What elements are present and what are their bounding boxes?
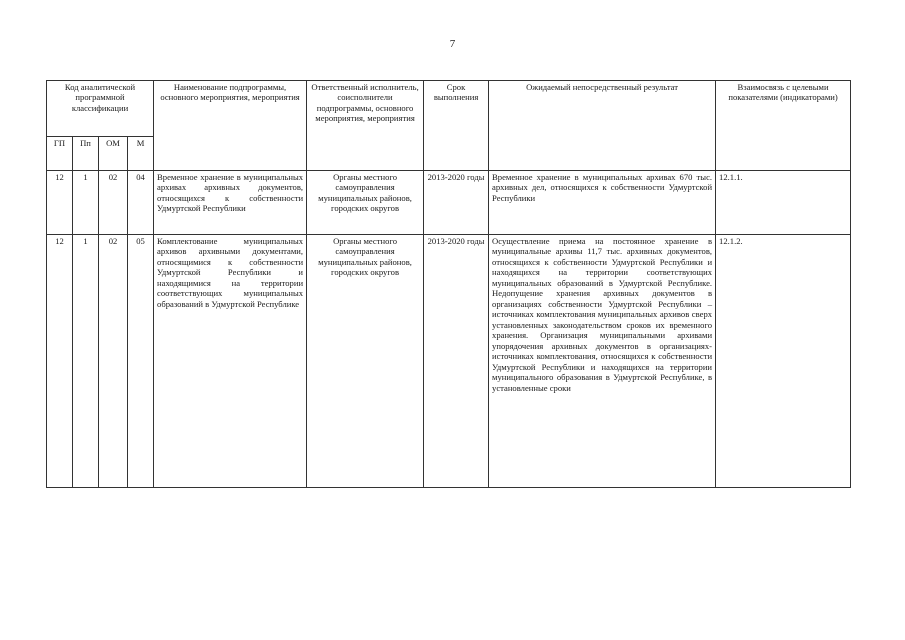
header-pp: Пп — [73, 137, 99, 171]
table-row — [47, 235, 851, 488]
header-responsible: Ответственный исполнитель, соисполнители подпрограммы, основного мероприятия, мероприятия — [307, 81, 424, 171]
cell-name: Временное хранение в муниципальных архивах архивных документов, относящихся к собственности Удмуртской Республики — [154, 171, 307, 235]
cell-term: 2013-2020 годы — [424, 171, 489, 235]
header-result: Ожидаемый непосредственный результат — [489, 81, 716, 171]
header-om: ОМ — [99, 137, 128, 171]
header-name: Наименование подпрограммы, основного мероприятия, мероприятия — [154, 81, 307, 171]
program-table — [46, 80, 851, 488]
cell-om: 02 — [99, 171, 128, 235]
header-m: М — [128, 137, 154, 171]
cell-term: 2013-2020 годы — [424, 235, 489, 488]
cell-gp: 12 — [47, 171, 73, 235]
cell-relation: 12.1.1. — [716, 171, 851, 235]
header-relation: Взаимосвязь с целевыми показателями (индикаторами) — [716, 81, 851, 171]
table-row — [47, 171, 851, 235]
header-term: Срок выполнения — [424, 81, 489, 171]
cell-pp: 1 — [73, 171, 99, 235]
cell-responsible: Органы местного самоуправления муниципальных районов, городских округов — [307, 235, 424, 488]
cell-pp: 1 — [73, 235, 99, 488]
cell-m: 04 — [128, 171, 154, 235]
cell-om: 02 — [99, 235, 128, 488]
cell-gp: 12 — [47, 235, 73, 488]
cell-responsible: Органы местного самоуправления муниципальных районов, городских округов — [307, 171, 424, 235]
cell-relation: 12.1.2. — [716, 235, 851, 488]
cell-m: 05 — [128, 235, 154, 488]
cell-result: Временное хранение в муниципальных архивах 670 тыс. архивных дел, относящихся к собственности Удмуртской Республики — [489, 171, 716, 235]
page-number: 7 — [449, 38, 456, 50]
header-code-group: Код аналитической программной классификации — [47, 81, 154, 137]
cell-name: Комплектование муниципальных архивов архивными документами, относящимися к собственности Удмуртской Республики и находящимися на территории соответствующих муниципальных образований в Удмуртской Республике — [154, 235, 307, 488]
cell-result: Осуществление приема на постоянное хранение в муниципальные архивы 11,7 тыс. архивных документов, относящихся к собственности Удмуртской Республики и находящихся на территории соответствующих муниципальных образований в Удмуртской Республике. Недопущение хранения архивных документов в организациях собственности Удмуртской Республики – источниках комплектования муниципальных архивов сверх установленных законодательством сроков их временного хранения. Организация муниципальными архивами упорядочения архивных документов в организациях-источниках комплектования, относящихся к собственности Удмуртской Республики и находящихся на территории муниципального образования в Удмуртской Республике, в установленные сроки — [489, 235, 716, 488]
header-row — [47, 81, 851, 137]
header-gp: ГП — [47, 137, 73, 171]
